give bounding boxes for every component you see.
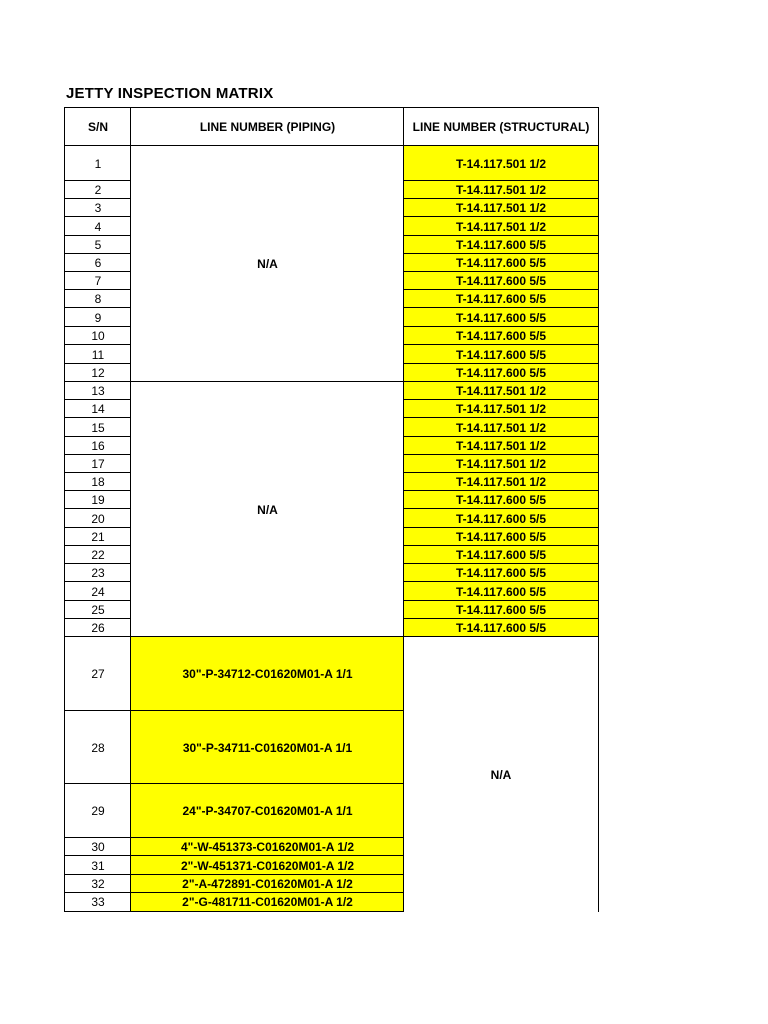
sn-cell-text: 33 <box>91 895 105 909</box>
structural-line-cell <box>403 527 599 546</box>
structural-line-cell <box>403 326 599 345</box>
structural-line-cell-text: T-14.117.600 5/5 <box>455 256 547 270</box>
sn-cell-text: 24 <box>91 584 105 599</box>
structural-line-cell-text: T-14.117.600 5/5 <box>455 584 547 599</box>
structural-line-cell <box>403 508 599 528</box>
structural-line-cell-text: T-14.117.600 5/5 <box>455 566 547 580</box>
structural-line-cell-text: T-14.117.600 5/5 <box>455 366 547 380</box>
sn-cell-text: 23 <box>91 566 105 580</box>
sn-cell <box>64 145 131 181</box>
piping-line-cell <box>130 892 404 912</box>
piping-na-block-text: N/A <box>257 257 278 271</box>
sn-cell <box>64 636 131 711</box>
structural-line-cell-text: T-14.117.600 5/5 <box>455 310 547 325</box>
piping-line-cell-text: 2"-G-481711-C01620M01-A 1/2 <box>182 895 353 909</box>
structural-line-cell-text: T-14.117.501 1/2 <box>455 457 547 471</box>
piping-line-cell <box>130 636 404 711</box>
header-sn <box>64 107 131 146</box>
structural-line-cell <box>403 490 599 509</box>
piping-line-cell-text: 30"-P-34712-C01620M01-A 1/1 <box>182 667 353 681</box>
sn-cell-text: 1 <box>94 156 102 171</box>
sn-cell-text: 12 <box>91 366 105 380</box>
structural-line-cell <box>403 600 599 619</box>
sn-cell <box>64 472 131 491</box>
structural-line-cell <box>403 454 599 473</box>
sn-cell <box>64 837 131 856</box>
sn-cell-text: 13 <box>91 384 105 398</box>
inspection-matrix-table <box>64 107 599 911</box>
structural-line-cell-text: T-14.117.501 1/2 <box>455 384 547 398</box>
sn-cell-text: 6 <box>94 256 102 270</box>
sn-cell-text: 28 <box>91 740 105 755</box>
sn-cell-text: 27 <box>91 667 105 681</box>
structural-line-cell <box>403 417 599 437</box>
structural-line-cell-text: T-14.117.600 5/5 <box>455 603 547 617</box>
sn-cell <box>64 198 131 217</box>
sn-cell-text: 11 <box>91 347 105 362</box>
header-structural-text: LINE NUMBER (STRUCTURAL) <box>412 120 590 134</box>
sn-cell-text: 9 <box>94 310 102 325</box>
piping-line-cell <box>130 874 404 893</box>
sn-cell <box>64 874 131 893</box>
piping-na-block <box>130 381 404 637</box>
structural-line-cell <box>403 289 599 308</box>
sn-cell <box>64 363 131 382</box>
structural-line-cell <box>403 399 599 418</box>
piping-line-cell-text: 30"-P-34711-C01620M01-A 1/1 <box>182 740 353 755</box>
sn-cell <box>64 545 131 564</box>
sn-cell <box>64 271 131 290</box>
structural-line-cell <box>403 253 599 272</box>
sn-cell <box>64 399 131 418</box>
structural-line-cell <box>403 216 599 236</box>
structural-line-cell-text: T-14.117.600 5/5 <box>455 238 547 252</box>
piping-line-cell <box>130 783 404 838</box>
structural-line-cell-text: T-14.117.600 5/5 <box>455 274 547 288</box>
sn-cell <box>64 508 131 528</box>
structural-line-cell-text: T-14.117.501 1/2 <box>455 439 547 453</box>
structural-line-cell-text: T-14.117.600 5/5 <box>455 511 547 526</box>
piping-na-block-text: N/A <box>257 502 278 517</box>
sn-cell <box>64 436 131 455</box>
sn-cell-text: 18 <box>91 475 105 489</box>
structural-na-block-text: N/A <box>490 767 512 782</box>
sn-cell-text: 22 <box>91 548 105 562</box>
sn-cell-text: 4 <box>94 219 102 234</box>
sn-cell <box>64 892 131 912</box>
structural-line-cell <box>403 363 599 382</box>
structural-line-cell <box>403 145 599 181</box>
sn-cell <box>64 454 131 473</box>
piping-line-cell-text: 4"-W-451373-C01620M01-A 1/2 <box>180 840 355 854</box>
structural-line-cell <box>403 198 599 217</box>
sn-cell <box>64 307 131 327</box>
header-piping <box>130 107 404 146</box>
sn-cell-text: 10 <box>91 329 105 343</box>
structural-line-cell <box>403 581 599 601</box>
sn-cell-text: 5 <box>94 238 102 252</box>
structural-line-cell-text: T-14.117.501 1/2 <box>455 402 547 416</box>
structural-line-cell <box>403 180 599 199</box>
sn-cell <box>64 381 131 400</box>
structural-line-cell <box>403 563 599 582</box>
structural-line-cell <box>403 618 599 637</box>
structural-line-cell-text: T-14.117.600 5/5 <box>455 329 547 343</box>
sn-cell <box>64 855 131 875</box>
sn-cell <box>64 344 131 364</box>
page-title: JETTY INSPECTION MATRIX <box>66 85 274 102</box>
sn-cell <box>64 783 131 838</box>
header-sn-text: S/N <box>87 120 108 134</box>
piping-line-cell-text: 24"-P-34707-C01620M01-A 1/1 <box>182 804 353 818</box>
sn-cell-text: 26 <box>91 621 105 635</box>
header-structural <box>403 107 599 146</box>
sn-cell-text: 14 <box>91 402 105 416</box>
structural-line-cell-text: T-14.117.600 5/5 <box>455 620 547 635</box>
sn-cell-text: 21 <box>91 530 105 544</box>
sn-cell <box>64 235 131 254</box>
sn-cell <box>64 490 131 509</box>
sn-cell <box>64 289 131 308</box>
sn-cell-text: 16 <box>91 439 105 453</box>
structural-line-cell <box>403 235 599 254</box>
sn-cell-text: 2 <box>94 183 102 197</box>
structural-line-cell-text: T-14.117.501 1/2 <box>455 156 547 171</box>
structural-line-cell-text: T-14.117.600 5/5 <box>455 530 547 544</box>
sn-cell-text: 32 <box>91 877 105 891</box>
sn-cell <box>64 180 131 199</box>
structural-line-cell-text: T-14.117.600 5/5 <box>455 347 547 362</box>
sn-cell-text: 7 <box>94 274 102 288</box>
structural-line-cell-text: T-14.117.600 5/5 <box>455 493 547 507</box>
structural-line-cell-text: T-14.117.501 1/2 <box>455 201 547 215</box>
piping-line-cell <box>130 710 404 784</box>
structural-line-cell <box>403 271 599 290</box>
sn-cell <box>64 600 131 619</box>
structural-line-cell-text: T-14.117.501 1/2 <box>455 219 547 234</box>
structural-line-cell-text: T-14.117.501 1/2 <box>455 420 547 435</box>
structural-line-cell-text: T-14.117.501 1/2 <box>455 475 547 489</box>
sn-cell <box>64 216 131 236</box>
structural-line-cell <box>403 472 599 491</box>
sn-cell-text: 31 <box>91 858 105 873</box>
sn-cell <box>64 527 131 546</box>
structural-line-cell <box>403 381 599 400</box>
sn-cell-text: 29 <box>91 804 105 818</box>
sn-cell-text: 20 <box>91 511 105 526</box>
sn-cell-text: 15 <box>91 420 105 435</box>
structural-line-cell-text: T-14.117.600 5/5 <box>455 292 547 306</box>
sn-cell <box>64 563 131 582</box>
piping-line-cell <box>130 855 404 875</box>
sn-cell <box>64 326 131 345</box>
sn-cell <box>64 253 131 272</box>
sn-cell-text: 25 <box>91 603 105 617</box>
piping-line-cell-text: 2"-W-451371-C01620M01-A 1/2 <box>180 858 355 873</box>
structural-line-cell <box>403 436 599 455</box>
piping-line-cell-text: 2"-A-472891-C01620M01-A 1/2 <box>182 877 353 891</box>
sn-cell-text: 3 <box>94 201 102 215</box>
sn-cell <box>64 618 131 637</box>
structural-na-block <box>403 636 599 912</box>
sn-cell <box>64 581 131 601</box>
sn-cell-text: 19 <box>91 493 105 507</box>
structural-line-cell-text: T-14.117.600 5/5 <box>455 548 547 562</box>
sn-cell <box>64 417 131 437</box>
sn-cell-text: 30 <box>91 840 105 854</box>
sn-cell-text: 17 <box>91 457 105 471</box>
header-piping-text: LINE NUMBER (PIPING) <box>199 120 336 134</box>
structural-line-cell <box>403 307 599 327</box>
piping-na-block <box>130 145 404 382</box>
structural-line-cell-text: T-14.117.501 1/2 <box>455 183 547 197</box>
sn-cell-text: 8 <box>94 292 102 306</box>
sn-cell <box>64 710 131 784</box>
structural-line-cell <box>403 344 599 364</box>
piping-line-cell <box>130 837 404 856</box>
structural-line-cell <box>403 545 599 564</box>
